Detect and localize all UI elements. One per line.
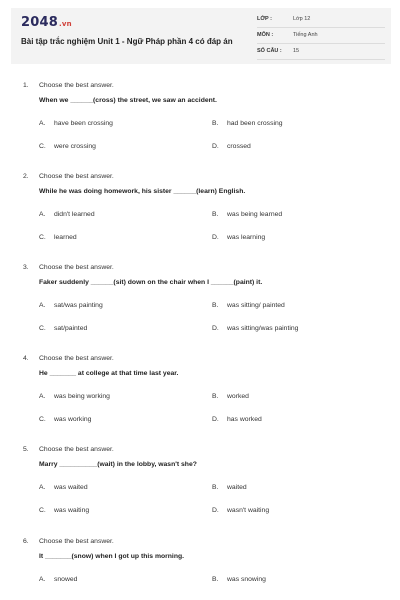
meta-row-class: [257, 12, 385, 28]
logo-suffix: .vn: [58, 20, 72, 28]
option-letter: B.: [212, 302, 219, 309]
option-text: was learning: [227, 234, 266, 241]
question-header: [23, 444, 373, 456]
meta-value: 15: [293, 48, 300, 54]
option-letter: C.: [39, 143, 46, 150]
option-c[interactable]: [39, 507, 89, 514]
meta-label: LỚP :: [257, 16, 272, 22]
option-c[interactable]: [39, 325, 87, 332]
question-instruction: Choose the best answer.: [39, 355, 114, 362]
option-a[interactable]: [39, 120, 113, 127]
question-header: [23, 536, 373, 548]
question-header: [23, 171, 373, 183]
option-text: sat/was painting: [54, 302, 103, 309]
question-1: [23, 80, 373, 150]
question-number: 2.: [23, 173, 29, 180]
question-number: 4.: [23, 355, 29, 362]
option-a[interactable]: [39, 211, 95, 218]
option-letter: D.: [212, 416, 219, 423]
question-2: [23, 171, 373, 241]
option-letter: A.: [39, 484, 46, 491]
question-number: 3.: [23, 264, 29, 271]
question-header: [23, 80, 373, 92]
option-text: have been crossing: [54, 120, 113, 127]
option-text: worked: [227, 393, 249, 400]
option-text: was snowing: [227, 576, 266, 583]
question-sentence: It _______(snow) when I got up this morning.: [39, 553, 185, 560]
meta-value: Lớp 12: [293, 16, 311, 22]
question-instruction: Choose the best answer.: [39, 446, 114, 453]
logo-main: 2048: [21, 15, 58, 30]
option-c[interactable]: [39, 234, 77, 241]
option-b[interactable]: [212, 211, 282, 218]
option-letter: C.: [39, 234, 46, 241]
option-d[interactable]: [212, 416, 262, 423]
option-letter: A.: [39, 120, 46, 127]
option-letter: D.: [212, 325, 219, 332]
question-header: [23, 353, 373, 365]
question-4: [23, 353, 373, 423]
question-sentence: Marry __________(wait) in the lobby, wasn't she?: [39, 461, 197, 468]
site-logo[interactable]: [21, 15, 72, 30]
question-sentence: When we ______(cross) the street, we saw an accident.: [39, 97, 217, 104]
option-text: waited: [227, 484, 247, 491]
option-letter: A.: [39, 393, 46, 400]
option-letter: D.: [212, 507, 219, 514]
question-instruction: Choose the best answer.: [39, 173, 114, 180]
option-c[interactable]: [39, 416, 91, 423]
option-d[interactable]: [212, 143, 251, 150]
option-letter: B.: [212, 576, 219, 583]
meta-row-subject: [257, 28, 385, 44]
option-letter: B.: [212, 120, 219, 127]
option-text: had been crossing: [227, 120, 283, 127]
option-a[interactable]: [39, 576, 77, 583]
option-text: didn't learned: [54, 211, 95, 218]
option-text: wasn't waiting: [227, 507, 270, 514]
question-sentence: Faker suddenly ______(sit) down on the chair when I ______(paint) it.: [39, 279, 263, 286]
option-text: has worked: [227, 416, 262, 423]
option-letter: D.: [212, 143, 219, 150]
option-letter: C.: [39, 507, 46, 514]
question-sentence: While he was doing homework, his sister ______(learn) English.: [39, 188, 246, 195]
option-letter: A.: [39, 211, 46, 218]
question-sentence: He _______ at college at that time last year.: [39, 370, 179, 377]
meta-label: MÔN :: [257, 32, 274, 38]
document-header: [11, 8, 391, 64]
option-b[interactable]: [212, 576, 266, 583]
option-b[interactable]: [212, 120, 283, 127]
option-a[interactable]: [39, 393, 110, 400]
option-d[interactable]: [212, 234, 265, 241]
option-letter: B.: [212, 393, 219, 400]
question-instruction: Choose the best answer.: [39, 538, 114, 545]
option-d[interactable]: [212, 325, 298, 332]
option-text: learned: [54, 234, 77, 241]
option-text: was sitting/ painted: [227, 302, 285, 309]
option-text: was waiting: [54, 507, 90, 514]
question-header: [23, 262, 373, 274]
question-instruction: Choose the best answer.: [39, 82, 114, 89]
option-text: was being working: [54, 393, 110, 400]
option-text: sat/painted: [54, 325, 88, 332]
option-a[interactable]: [39, 302, 103, 309]
option-letter: C.: [39, 416, 46, 423]
meta-value: Tiếng Anh: [293, 32, 318, 38]
question-number: 6.: [23, 538, 29, 545]
option-b[interactable]: [212, 484, 247, 491]
option-text: crossed: [227, 143, 251, 150]
question-number: 5.: [23, 446, 29, 453]
option-text: was sitting/was painting: [227, 325, 299, 332]
option-c[interactable]: [39, 143, 96, 150]
option-letter: D.: [212, 234, 219, 241]
option-text: was waited: [54, 484, 88, 491]
option-b[interactable]: [212, 302, 285, 309]
question-3: [23, 262, 373, 332]
option-d[interactable]: [212, 507, 269, 514]
option-letter: B.: [212, 484, 219, 491]
meta-row-count: [257, 44, 385, 60]
question-instruction: Choose the best answer.: [39, 264, 114, 271]
meta-info: [257, 12, 385, 60]
option-letter: A.: [39, 302, 46, 309]
question-5: [23, 444, 373, 514]
option-text: were crossing: [54, 143, 96, 150]
document-title: Bài tập trắc nghiệm Unit 1 - Ngữ Pháp phần 4 có đáp án: [21, 37, 233, 46]
option-text: was being learned: [227, 211, 283, 218]
question-6: [23, 536, 373, 583]
option-a[interactable]: [39, 484, 88, 491]
option-text: was working: [54, 416, 92, 423]
question-number: 1.: [23, 82, 29, 89]
meta-label: SỐ CÂU :: [257, 48, 282, 54]
option-text: snowed: [54, 576, 78, 583]
option-letter: B.: [212, 211, 219, 218]
option-letter: C.: [39, 325, 46, 332]
option-letter: A.: [39, 576, 46, 583]
option-b[interactable]: [212, 393, 249, 400]
